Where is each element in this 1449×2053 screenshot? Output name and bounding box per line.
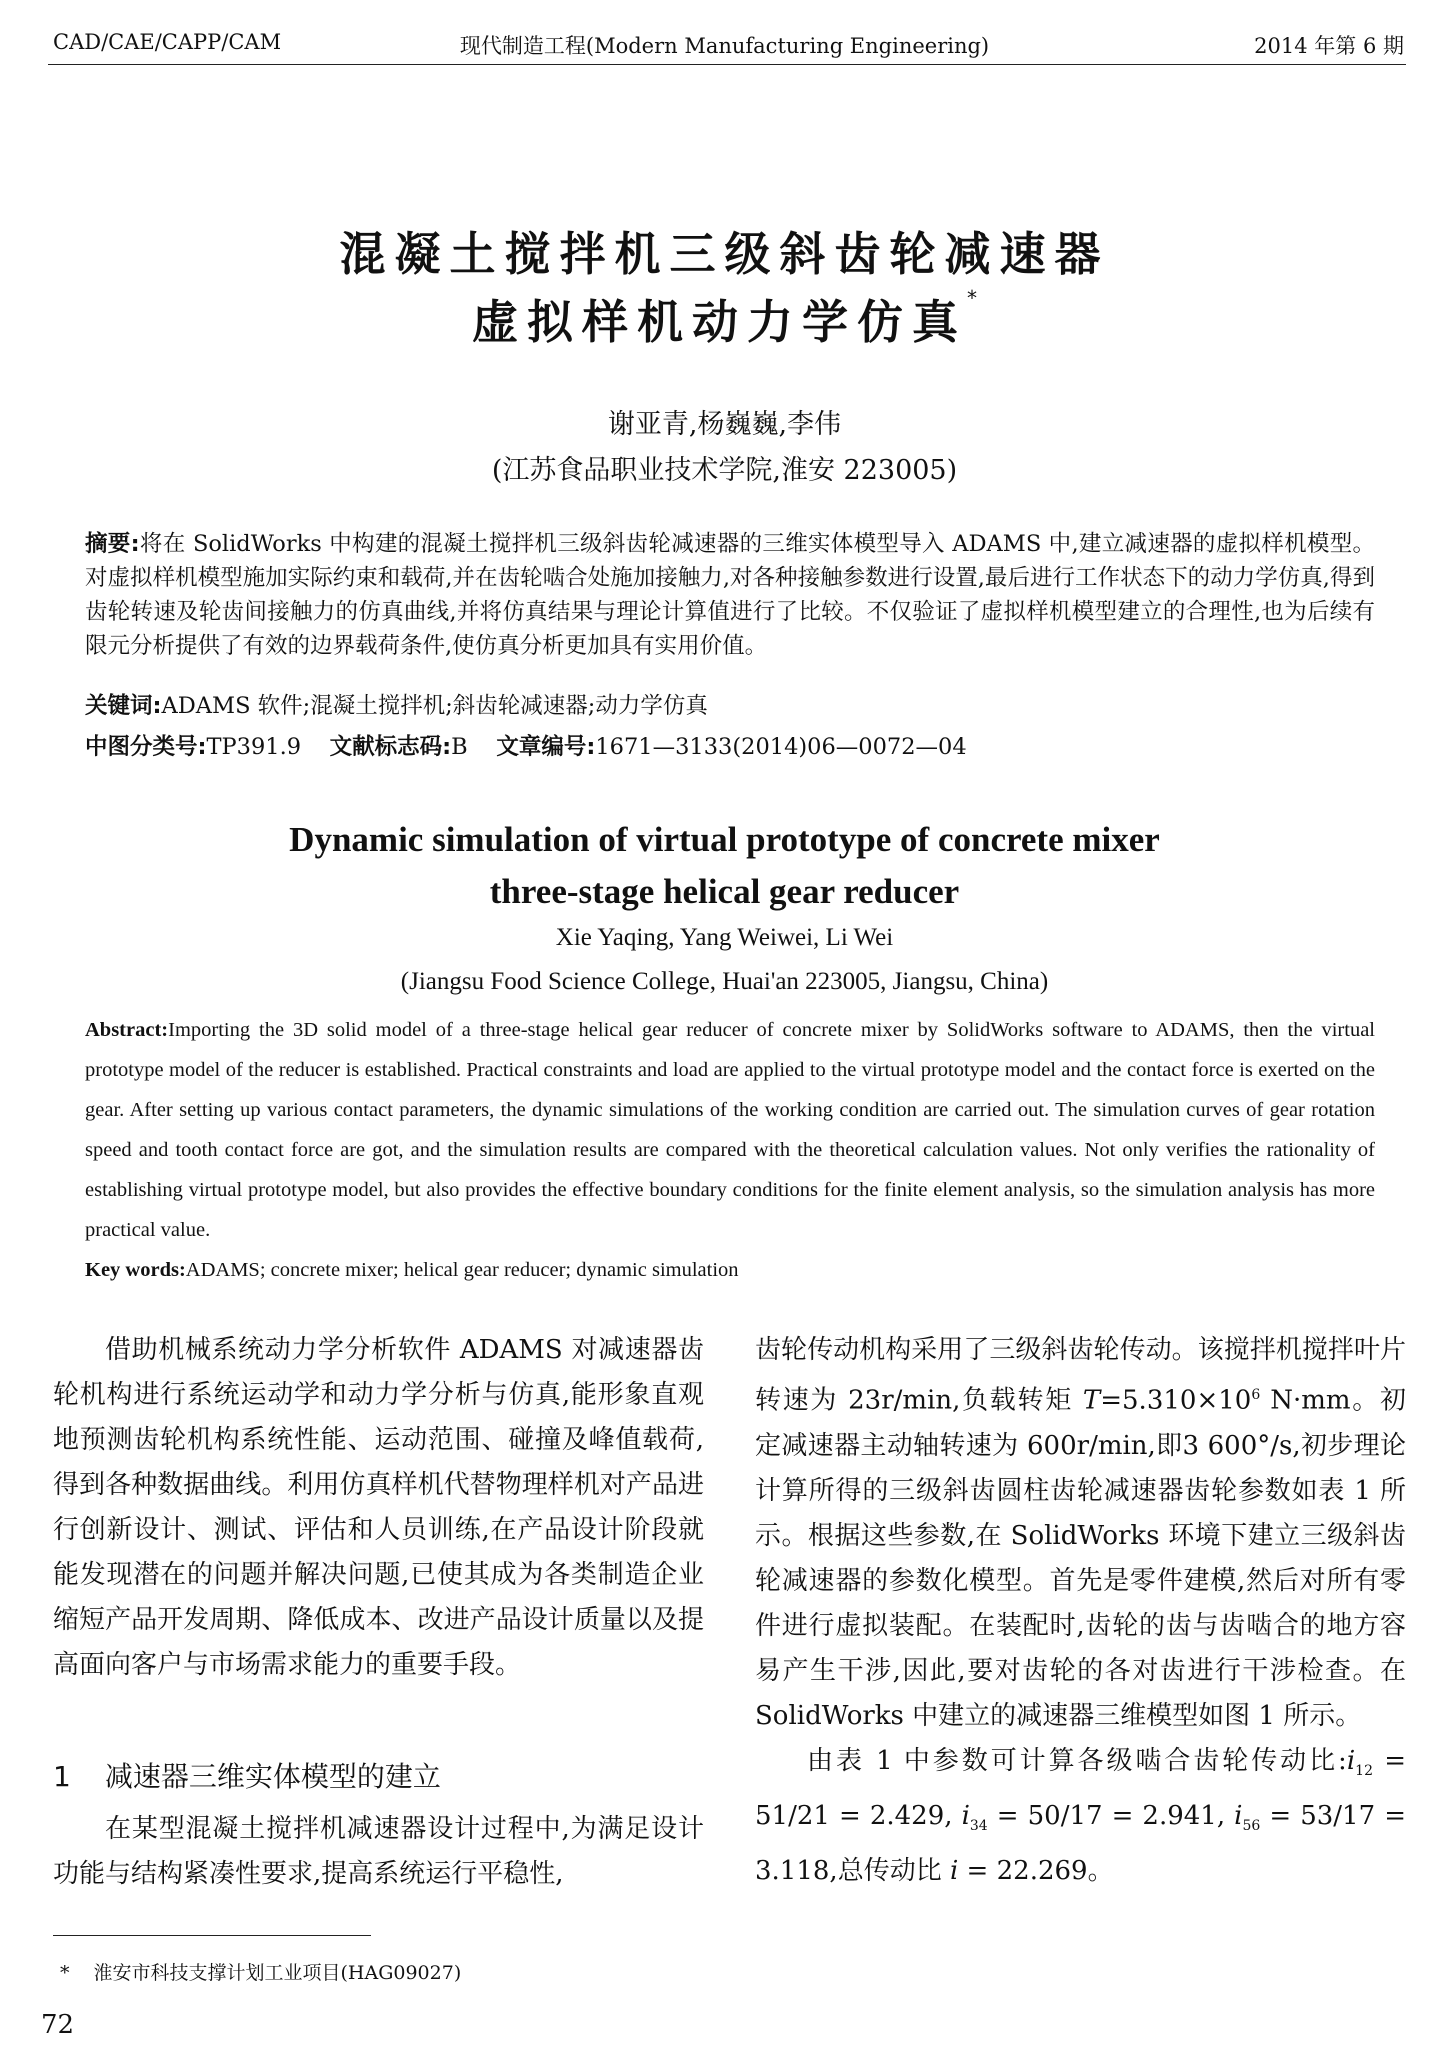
ratio3-symbol: i <box>1234 1800 1243 1831</box>
body-column-left-section1 <box>53 1807 704 1897</box>
abstract-en-label: Abstract: <box>85 1019 169 1041</box>
doc-code-value: B <box>451 734 468 760</box>
torque-exponent: 6 <box>1251 1387 1261 1403</box>
keywords-en <box>85 1250 1375 1290</box>
keywords-en-label: Key words: <box>85 1259 186 1281</box>
clc-value: TP391.9 <box>206 734 302 760</box>
right-paragraph-1 <box>755 1328 1406 1739</box>
title-cn-line2 <box>0 286 1449 352</box>
ratio3-value: = 53/17 = 3.118, <box>755 1800 1406 1887</box>
body-column-left <box>53 1328 704 1688</box>
abstract-cn-label: 摘要: <box>85 531 140 557</box>
title-cn-line1: 混凝土搅拌机三级斜齿轮减速器 <box>339 227 1110 281</box>
total-ratio-value: = 22.269。 <box>958 1856 1114 1887</box>
footnote-mark: * <box>60 1962 70 1984</box>
title-en-line1: Dynamic simulation of virtual prototype of concrete mixer <box>289 820 1160 859</box>
abstract-en <box>85 1010 1375 1250</box>
abstract-cn-text: 将在 SolidWorks 中构建的混凝土搅拌机三级斜齿轮减速器的三维实体模型导入 ADAMS 中,建立减速器的虚拟样机模型。对虚拟样机模型施加实际约束和载荷,并在齿轮啮合处施加接触力,对各种接触参数进行设置,最后进行工作状态下的动力学仿真,得到齿轮转速及轮齿间接触力的仿真曲线,并将仿真结果与理论计算值进行了比较。不仅验证了虚拟样机模型建立的合理性,也为后续有限元分析提供了有效的边界载荷条件,使仿真分析更加具有实用价值。 <box>85 531 1376 659</box>
running-header-journal: 现代制造工程(Modern Manufacturing Engineering) <box>459 34 990 58</box>
ratio2-subscript: 34 <box>969 1818 988 1835</box>
title-en-line2: three-stage helical gear reducer <box>489 872 960 911</box>
clc-label: 中图分类号: <box>85 734 207 760</box>
keywords-cn <box>85 689 1375 723</box>
intro-paragraph: 借助机械系统动力学分析软件 ADAMS 对减速器齿轮机构进行系统运动学和动力学分析与仿真,能形象直观地预测齿轮机构系统性能、运动范围、碰撞及峰值载荷,得到各种数据曲线。利用仿真样机代替物理样机对产品进行创新设计、测试、评估和人员训练,在产品设计阶段就能发现潜在的问题并解决问题,已使其成为各类制造企业缩短产品开发周期、降低成本、改进产品设计质量以及提高面向客户与市场需求能力的重要手段。 <box>53 1335 704 1680</box>
affiliation-en: (Jiangsu Food Science College, Huai'an 223005, Jiangsu, China) <box>400 968 1049 995</box>
section-1-heading <box>53 1755 441 1795</box>
ratio-intro: 由表 1 中参数可计算各级啮合齿轮传动比: <box>807 1745 1347 1776</box>
section-1-number: 1 <box>53 1760 71 1793</box>
ratio1-symbol: i <box>1346 1745 1356 1776</box>
abstract-cn <box>85 527 1375 663</box>
header-rule <box>48 64 1406 65</box>
running-header-left: CAD/CAE/CAPP/CAM <box>53 30 282 54</box>
authors-cn: 谢亚青,杨巍巍,李伟 <box>607 409 842 440</box>
keywords-en-text: ADAMS; concrete mixer; helical gear reducer; dynamic simulation <box>185 1259 739 1281</box>
ratio1-value: = 51/21 = 2.429, <box>755 1745 1406 1831</box>
section-1-paragraph-start: 在某型混凝土搅拌机减速器设计过程中,为满足设计功能与结构紧凑性要求,提高系统运行平稳性, <box>53 1814 704 1889</box>
title-footnote-mark: * <box>967 286 977 310</box>
doc-code-label: 文献标志码: <box>329 734 452 760</box>
abstract-en-text: Importing the 3D solid model of a three-stage helical gear reducer of concrete mixer by SolidWorks software to ADAMS, then the virtual prototype model of the reducer is established. Practical constraints and load are applied to the virtual prototype model and the contact force is exerted on the gear. After setting up various contact parameters, the dynamic simulations of the working condition are carried out. The simulation curves of gear rotation speed and tooth contact force are got, and the simulation results are compared with the theoretical calculation values. Not only verifies the rationality of establishing virtual prototype model, but also provides the effective boundary conditions for the finite element analysis, so the simulation analysis has more practical value. <box>85 1019 1375 1241</box>
classification-line <box>85 730 1375 764</box>
footnote-text: 淮安市科技支撑计划工业项目(HAG09027) <box>93 1962 462 1984</box>
running-header-issue: 2014 年第 6 期 <box>1254 34 1404 58</box>
article-no-value: 1671—3133(2014)06—0072—04 <box>595 734 967 760</box>
page-number: 72 <box>41 2010 75 2040</box>
torque-symbol: T <box>1082 1385 1101 1416</box>
footnote <box>60 1958 461 1985</box>
ratio-paragraph <box>755 1739 1406 1894</box>
ratio1-subscript: 12 <box>1355 1762 1373 1779</box>
ratio3-subscript: 56 <box>1242 1818 1261 1835</box>
right-paragraph-1-a: 齿轮传动机构采用了三级斜齿轮传动。该搅拌机搅拌叶片转速为 23r/min,负载转矩 <box>755 1335 1406 1416</box>
ratio2-value: = 50/17 = 2.941, <box>987 1800 1235 1831</box>
total-ratio-symbol: i <box>949 1856 959 1887</box>
keywords-cn-label: 关键词: <box>85 693 162 719</box>
article-no-label: 文章编号: <box>496 734 596 760</box>
torque-value: =5.310×10 <box>1100 1385 1252 1416</box>
affiliation-cn: (江苏食品职业技术学院,淮安 223005) <box>491 455 958 486</box>
section-1-title: 减速器三维实体模型的建立 <box>104 1760 441 1793</box>
right-paragraph-1-b: 初定减速器主动轴转速为 600r/min,即3 600°/s,初步理论计算所得的三级斜齿圆柱齿轮减速器齿轮参数如表 1 所示。根据这些参数,在 SolidWorks 环境下建立三级斜齿轮减速器的参数化模型。首先是零件建模,然后对所有零件进行虚拟装配。在装配时,齿轮的齿与齿啮合的地方容易产生干涉,因此,要对齿轮的各对齿进行干涉检查。在 SolidWorks 中建立的减速器三维模型如图 1 所示。 <box>755 1385 1406 1731</box>
torque-unit: N·mm。 <box>1260 1385 1380 1416</box>
keywords-cn-text: ADAMS 软件;混凝土搅拌机;斜齿轮减速器;动力学仿真 <box>161 693 708 719</box>
ratio2-symbol: i <box>961 1800 970 1831</box>
total-ratio-label: 总传动比 <box>837 1856 950 1887</box>
authors-en: Xie Yaqing, Yang Weiwei, Li Wei <box>555 924 894 951</box>
title-cn-line2-text: 虚拟样机动力学仿真 <box>472 295 967 349</box>
footnote-rule <box>53 1935 371 1936</box>
body-column-right <box>755 1328 1406 1894</box>
